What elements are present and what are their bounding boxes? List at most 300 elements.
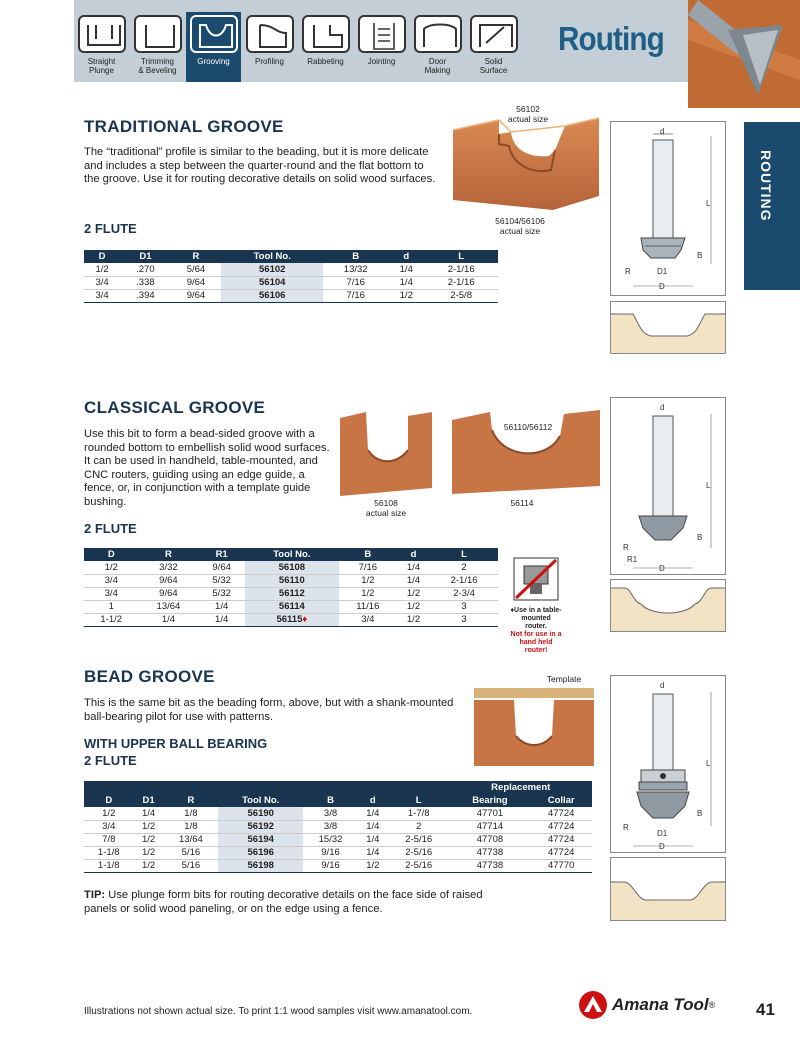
cell-value: 47701 [476,807,504,819]
caption-56114: 56114 [510,498,534,508]
cell-value: 3/4 [104,575,118,586]
table-cell [171,276,222,289]
table-classical-groove [84,548,498,627]
cell-value: 1-1/2 [100,614,123,625]
table-traditional-groove [84,250,498,303]
column-header: Bearing [450,794,531,807]
table-cell [339,574,397,587]
cell-value: 1/2 [406,588,421,599]
cell-value: 1/4 [142,807,156,819]
column-header: d [397,548,430,561]
table-cell [84,833,134,846]
groove-profile-classical [610,579,726,632]
cell-value: 9/64 [186,290,206,301]
tab-solid-surface[interactable] [466,12,521,82]
cell-value: 9/64 [159,588,178,599]
tab-trimming-beveling[interactable] [130,12,185,82]
table-cell [358,807,388,820]
wood-sample-template [470,686,598,770]
dim-B-label: B [697,533,703,542]
column-header: B [339,548,397,561]
cell-value: 2-5/16 [405,834,433,845]
tab-label: Profiling [255,57,284,66]
cell-value: 11/16 [356,601,380,612]
table-cell [84,587,139,600]
column-header: R [171,250,222,263]
cell-value: 47708 [476,834,504,845]
jointing-icon [358,15,406,53]
table-cell [164,833,218,846]
table-row [84,833,592,846]
flute-label-traditional: 2 FLUTE [84,221,137,236]
cell-value: 56104 [259,277,286,288]
cell-value: 1/2 [142,860,156,871]
warning-text-handheld: Not for use in a hand held router! [510,631,562,654]
cell-value: 1/2 [406,614,421,625]
trimming-icon [134,15,182,53]
table-cell [164,820,218,833]
groove-profile-bead [610,857,726,921]
table-cell [120,263,171,276]
tool-number-cell [221,289,323,302]
cell-value: 1/2 [399,290,413,301]
cell-value: 5/32 [212,588,231,599]
table-cell [164,807,218,820]
table-cell [397,600,430,613]
table-cell [397,574,430,587]
tool-number-cell [245,587,339,600]
table-cell [358,859,388,872]
cell-value: 1/2 [361,588,375,599]
column-header: d [358,794,388,807]
cell-value: 1/4 [406,561,421,573]
table-cell [424,263,498,276]
cell-value: 2 [416,821,422,832]
profiling-icon [246,15,294,53]
cell-value: 7/16 [358,561,378,573]
tab-straight-plunge[interactable] [74,12,129,82]
cell-value: 1/4 [399,277,413,288]
tab-grooving[interactable] [186,12,241,82]
cell-value: 1-1/8 [97,860,120,871]
cell-value: 3/4 [102,821,116,832]
cell-value: 56106 [259,290,286,301]
table-cell [303,807,357,820]
cell-value: 1/4 [406,575,421,586]
table-cell [84,561,139,574]
cell-value: 56102 [259,263,286,275]
cell-value: 1/4 [366,847,380,858]
no-handheld-router-icon [510,556,562,602]
column-header: B [303,794,357,807]
caption-template: Template [546,674,582,684]
cell-value: 1/2 [102,807,116,819]
table-cell [358,820,388,833]
flute-label-classical: 2 FLUTE [84,521,137,536]
cell-value: .338 [136,277,155,288]
footer-note: Illustrations not shown actual size. To print 1:1 wood samples visit www.amanatool.com. [84,1006,473,1017]
table-cell [397,587,430,600]
dim-B-label: B [697,809,703,818]
page-title: Routing [558,20,664,57]
dim-L-label: L [706,481,711,490]
table-cell [530,859,592,872]
cell-value: 1 [108,601,114,612]
cell-value: 3/4 [95,277,109,288]
cell-value: 3 [461,614,467,625]
amana-logo-icon [578,990,608,1020]
section-title-traditional-groove: TRADITIONAL GROOVE [84,117,284,136]
cell-value: 47724 [547,807,575,819]
cell-value: 2-5/8 [450,290,472,301]
cell-value: 56198 [247,860,274,871]
tab-label: Jointing [367,57,396,66]
column-header: D1 [134,794,164,807]
table-cell [84,820,134,833]
table-cell [303,820,357,833]
tab-label: Solid Surface [479,57,508,75]
cell-value: 1/2 [104,561,118,573]
column-header: L [388,794,450,807]
cell-value: 56194 [247,834,274,845]
cell-value: 13/64 [179,834,203,845]
groove-profile-traditional [610,301,726,354]
column-header: D [84,250,120,263]
table-cell [358,833,388,846]
table-row [84,276,498,289]
cell-value: 47738 [476,847,504,858]
column-header: R [139,548,199,561]
page-number: 41 [756,1000,775,1019]
tool-number-cell [245,574,339,587]
table-cell [530,846,592,859]
tool-number-cell [245,613,339,626]
cell-value: 1/4 [399,263,413,275]
cell-value: 15/32 [318,834,343,845]
cell-value: 1/4 [366,834,380,845]
table-row [84,587,498,600]
table-cell [358,846,388,859]
cell-value: 2-1/16 [447,263,475,275]
tool-number-cell [218,807,303,820]
tip-label: TIP: [84,889,106,901]
table-row [84,613,498,626]
column-header: B [323,250,388,263]
table-cell [84,846,134,859]
table-cell [388,289,424,302]
table-row [84,289,498,302]
routing-side-tab [744,122,800,290]
tab-label: Grooving [197,57,230,66]
table-cell [139,574,199,587]
tab-jointing[interactable] [354,12,409,82]
cell-value: 47738 [476,860,504,871]
router-bit-image [688,0,800,108]
dim-R1-label: R1 [627,555,638,564]
cell-value: 13/32 [343,263,368,275]
cell-value: 47770 [547,860,575,871]
column-header: L [424,250,498,263]
cell-value: 56112 [278,588,305,599]
table-bead-groove [84,781,592,873]
table-cell [450,807,531,820]
column-header: L [430,548,498,561]
dim-D-label: D [659,282,665,291]
table-cell [139,600,199,613]
dimension-diagram-classical [610,397,726,575]
dim-D1-label: D1 [657,829,668,838]
header-white-area [0,0,74,82]
table-cell [388,263,424,276]
table-router-warning [510,556,562,654]
tab-profiling[interactable] [242,12,297,82]
cell-value: 2-5/16 [405,860,433,871]
table-row [84,807,592,820]
dim-d-label: d [660,403,665,412]
cell-value: 56196 [247,847,274,858]
table-cell [339,613,397,626]
cell-value: 56108 [278,561,306,573]
straight-plunge-icon [78,15,126,53]
cell-value: 2 [461,561,467,573]
dim-D1-label: D1 [657,267,668,276]
section-title-classical-groove: CLASSICAL GROOVE [84,398,266,417]
table-cell [134,807,164,820]
tab-rabbeting[interactable] [298,12,353,82]
cell-value: 2-1/16 [450,575,478,586]
cell-value: 2-5/16 [405,847,433,858]
column-header: Tool No. [218,794,303,807]
table-cell [530,807,592,820]
dim-d-label: d [660,127,665,136]
cell-value: 1/2 [142,847,156,858]
table-row [84,574,498,587]
cell-value: 7/16 [346,277,365,288]
brand-name: Amana Tool [612,995,709,1014]
cell-value: 3/8 [323,807,338,819]
table-cell [134,846,164,859]
cell-value: 47724 [547,821,575,832]
table-cell [430,613,498,626]
table-cell [84,807,134,820]
table-cell [139,561,199,574]
tip-paragraph [84,889,504,916]
dimension-diagram-traditional [610,121,726,296]
cell-value: 1/2 [361,575,375,586]
registered-mark: ® [708,1000,716,1010]
dim-R-label: R [625,267,631,276]
table-cell [84,263,120,276]
cell-value: 1/2 [142,821,156,832]
cell-value: 1/2 [366,860,380,871]
table-cell [397,561,430,574]
cell-value: .270 [136,263,155,275]
cell-value: 5/64 [186,263,206,275]
tip-text: Use plunge form bits for routing decorative details on the face side of raised panels or solid wood paneling, or on the edge using a fence. [84,889,483,915]
cell-value: 13/64 [156,601,181,612]
table-cell [164,846,218,859]
column-header: R [164,794,218,807]
cell-value: 1/8 [184,821,198,832]
table-cell [198,561,245,574]
column-header: d [388,250,424,263]
cell-value: 1-1/8 [97,847,120,858]
tool-number-cell [245,561,339,574]
table-cell [388,846,450,859]
cell-value: 5/16 [181,860,201,871]
table-cell [450,820,531,833]
subtitle-upper-ball-bearing: WITH UPPER BALL BEARING [84,736,268,751]
door-making-icon [414,15,462,53]
cell-value: 3/4 [104,588,118,599]
cell-value: 3/8 [323,821,338,832]
table-cell [388,859,450,872]
section-description-bead: This is the same bit as the beading form, above, but with a shank-mounted ball-bearing pilot for use with patterns. [84,697,454,723]
cell-value: 1/2 [95,263,109,275]
category-tabs [74,12,522,82]
column-header: D [84,794,134,807]
tool-number-cell [218,859,303,872]
table-cell [339,561,397,574]
table-cell [339,587,397,600]
column-header: Tool No. [221,250,323,263]
table-row [84,263,498,276]
section-description-traditional: The “traditional” profile is similar to the beading, but it is more delicate and includes a step between the quarter-round and the flat bottom to the groove. Use it for routing decorative details on solid wood surfaces. [84,146,436,185]
table-cell [424,289,498,302]
table-cell [323,276,388,289]
table-cell [430,587,498,600]
table-cell [430,561,498,574]
table-cell [198,587,245,600]
table-cell [84,574,139,587]
dim-L-label: L [706,759,711,768]
table-cell [424,276,498,289]
cell-value: 9/16 [321,860,340,871]
tab-label: Door Making [424,57,451,75]
dim-D-label: D [659,842,665,851]
table-cell [303,846,357,859]
cell-value: 56114 [278,601,305,612]
cell-value: 1/4 [161,614,176,625]
caption-56108: 56108 actual size [365,498,407,518]
tool-number-cell [218,833,303,846]
table-row [84,820,592,833]
dim-B-label: B [697,251,703,260]
cell-value: 2-1/16 [447,277,475,288]
table-cell [198,613,245,626]
cell-value: 56192 [247,821,274,832]
warning-text-table: ♦Use in a table- mounted router. [510,607,562,630]
table-cell [450,846,531,859]
table-cell [430,600,498,613]
table-row [84,846,592,859]
table-cell [84,859,134,872]
caption-56110-56112: 56110/56112 [503,422,553,432]
column-header: R1 [198,548,245,561]
amana-tool-logo [578,990,715,1020]
cell-value: 47724 [547,834,575,845]
cell-value: 1/4 [215,614,229,625]
table-cell [303,859,357,872]
table-cell [530,833,592,846]
table-cell [120,276,171,289]
cell-value: 1/4 [215,601,229,612]
table-cell [450,859,531,872]
cell-value: 7/16 [346,290,365,301]
table-cell [134,820,164,833]
caption-56104-56106: 56104/56106 actual size [495,216,545,236]
section-description-classical: Use this bit to form a bead-sided groove with a rounded bottom to embellish solid wood surfaces. It can be used in handheld, table-mounted, and CNC routers, guiding using an edge guide, a fence, or, in conjunction with a template guide bushing. [84,428,330,508]
table-cell [134,833,164,846]
cell-value: 3/4 [361,614,375,625]
cell-value: 5/16 [181,847,201,858]
cell-value: 1/4 [366,821,380,832]
tool-number-cell [221,263,323,276]
table-cell [388,833,450,846]
table-cell [530,820,592,833]
flute-label-bead: 2 FLUTE [84,753,137,768]
wood-sample-traditional [449,116,601,212]
replacement-header: Replacement [450,781,593,794]
cell-value: 3 [461,601,467,612]
table-cell [198,574,245,587]
cell-value: 3/32 [159,561,178,573]
cell-value: 1/2 [142,834,156,845]
cell-value: 9/16 [321,847,340,858]
table-cell [164,859,218,872]
table-cell [84,276,120,289]
table-cell [134,859,164,872]
table-cell [171,289,222,302]
cell-value: 1/2 [406,601,421,612]
dim-L-label: L [706,199,711,208]
cell-value: 1-7/8 [407,807,430,819]
tool-number-cell [218,820,303,833]
cell-value: 1/4 [366,807,380,819]
cell-value: 3/4 [95,290,109,301]
cell-value: 47714 [476,821,504,832]
cell-value: 56110 [278,575,305,586]
cell-value: 47724 [547,847,575,858]
tool-number-cell [245,600,339,613]
table-cell [450,833,531,846]
tab-label: Trimming & Beveling [138,57,177,75]
table-cell [84,600,139,613]
table-cell [139,587,199,600]
tab-label: Straight Plunge [87,57,116,75]
cell-value: 56115 [276,614,303,625]
diamond-marker-icon: ♦ [302,614,308,625]
dim-D-label: D [659,564,665,573]
tool-number-cell [221,276,323,289]
wood-sample-56108 [338,410,434,498]
dimension-diagram-bead [610,675,726,853]
cell-value: 56190 [247,807,274,819]
table-cell [388,820,450,833]
table-cell [388,276,424,289]
table-cell [323,289,388,302]
table-cell [430,574,498,587]
table-cell [171,263,222,276]
column-header: D1 [120,250,171,263]
table-row [84,859,592,872]
tab-door-making[interactable] [410,12,465,82]
dim-R-label: R [623,543,629,552]
caption-56102: 56102 actual size [507,104,549,124]
side-tab-label: ROUTING [758,150,774,222]
table-cell [397,613,430,626]
dim-R-label: R [623,823,629,832]
